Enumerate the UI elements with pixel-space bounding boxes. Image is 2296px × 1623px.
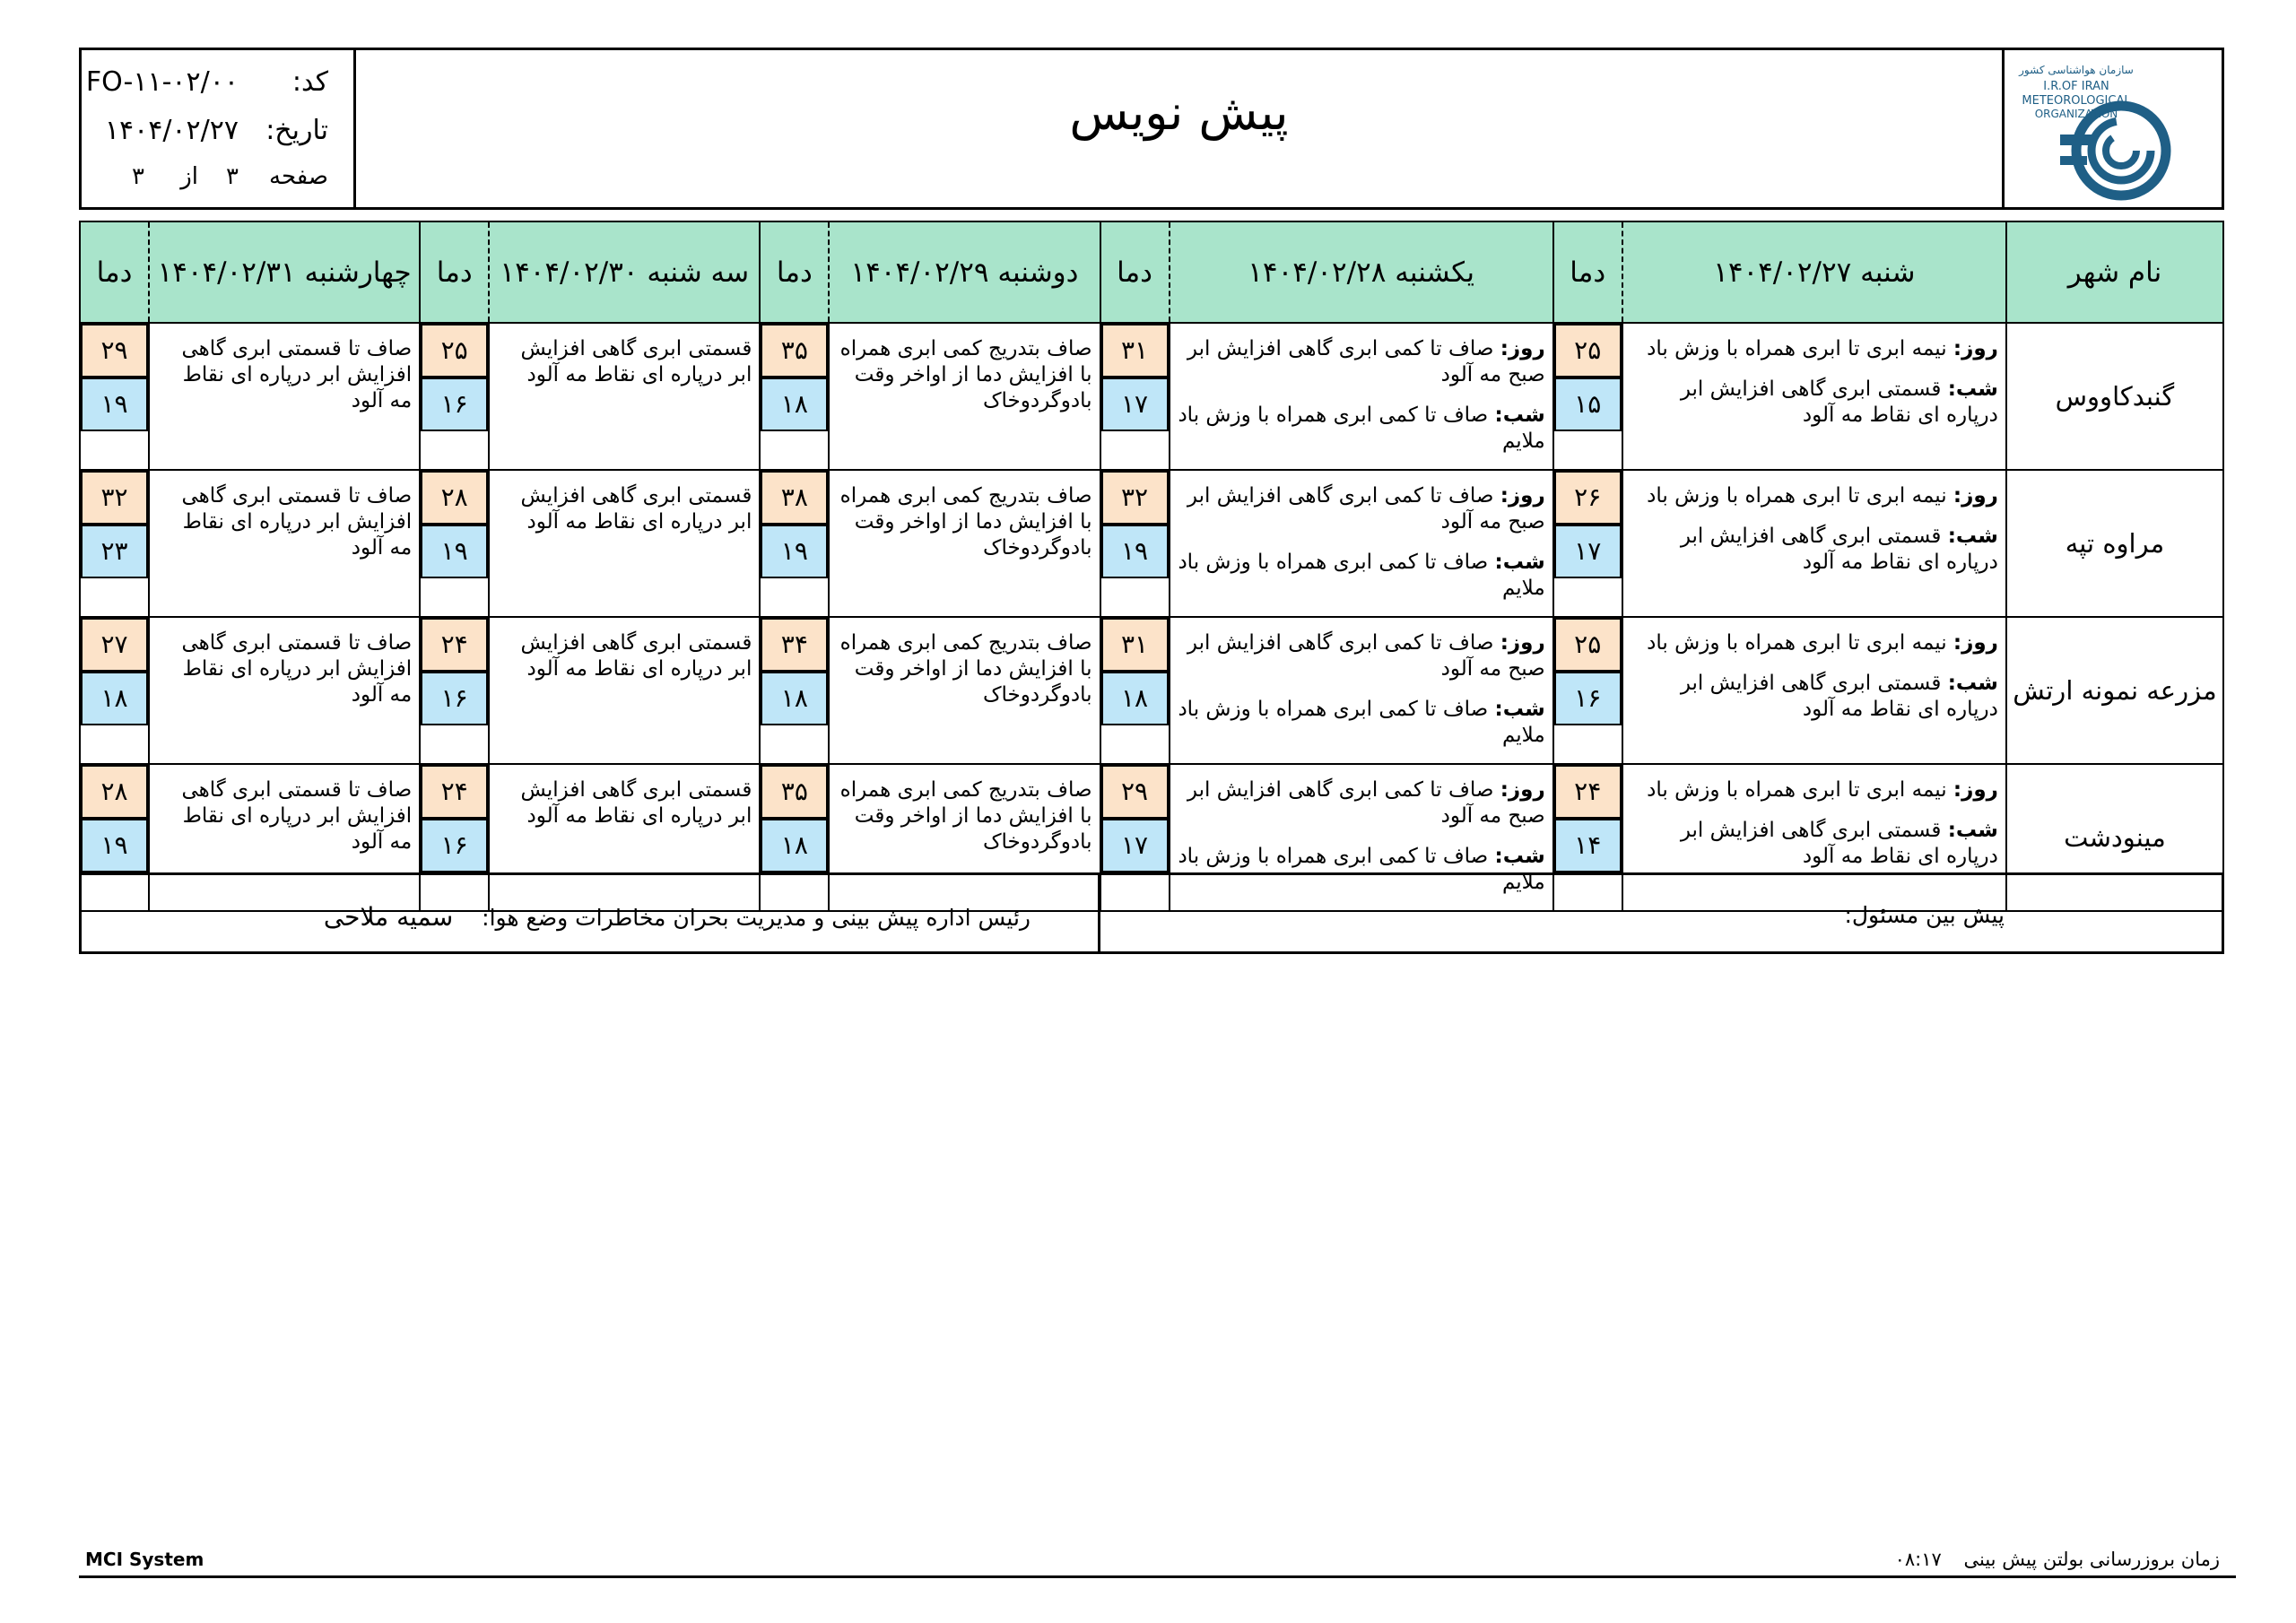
day-column-header: چهارشنبه ۱۴۰۴/۰۲/۳۱ xyxy=(149,221,420,323)
forecast-description: صاف تا قسمتی ابری گاهی افزایش ابر درپاره ای نقاط مه آلود xyxy=(149,764,420,911)
meteorological-logo-icon xyxy=(2005,50,2216,204)
day-text: صاف تا کمی ابری گاهی افزایش ابر صبح مه آلود xyxy=(1187,337,1545,386)
day-label: روز: xyxy=(1500,631,1545,655)
footer-rule xyxy=(79,1575,2236,1578)
day-label: روز: xyxy=(1952,484,1998,508)
forecast-description: صاف تا قسمتی ابری گاهی افزایش ابر درپاره ای نقاط مه آلود xyxy=(149,470,420,617)
max-temp: ۲۴ xyxy=(1554,765,1622,819)
page-total: ۳ xyxy=(132,163,144,190)
min-temp: ۱۶ xyxy=(421,672,488,725)
max-temp: ۳۵ xyxy=(761,324,828,378)
max-temp: ۲۵ xyxy=(421,324,488,378)
night-text: صاف تا کمی ابری همراه با وزش باد ملایم xyxy=(1178,698,1545,747)
day-text: نیمه ابری تا ابری همراه با وزش باد xyxy=(1647,337,1947,360)
forecast-description: صاف بتدریج کمی ابری همراه با افزایش دما از اواخر وقت بادوگردوخاک xyxy=(829,323,1100,470)
spacer xyxy=(1176,388,1545,403)
min-temp: ۱۹ xyxy=(761,525,828,578)
min-temp: ۱۵ xyxy=(1554,378,1622,431)
temperature-cell xyxy=(80,323,149,470)
forecaster-label: پیش بین مسئول: xyxy=(1844,902,2005,928)
city-name: مزرعه نمونه ارتش xyxy=(2006,617,2223,764)
night-text: قسمتی ابری گاهی افزایش ابر درپاره ای نقاط مه آلود xyxy=(1680,525,1998,574)
day-forecast xyxy=(1176,777,1545,829)
page-of: از xyxy=(180,163,198,190)
table-row xyxy=(80,617,2223,764)
day-text: نیمه ابری تا ابری همراه با وزش باد xyxy=(1647,631,1947,655)
day-forecast xyxy=(1176,483,1545,535)
night-forecast xyxy=(1176,697,1545,749)
night-label: شب: xyxy=(1947,378,1998,401)
max-temp: ۲۹ xyxy=(81,324,148,378)
page-label: صفحه xyxy=(269,163,328,190)
code-label: کد: xyxy=(291,66,328,98)
temperature-cell xyxy=(1100,323,1170,470)
max-temp: ۳۸ xyxy=(761,471,828,525)
forecast-description: قسمتی ابری گاهی افزایش ابر درپاره ای نقاط مه آلود xyxy=(489,323,760,470)
forecast-description xyxy=(1170,323,1553,470)
max-temp: ۲۴ xyxy=(421,765,488,819)
department-head-name: سمیه ملاحی xyxy=(323,902,454,932)
night-text: قسمتی ابری گاهی افزایش ابر درپاره ای نقاط مه آلود xyxy=(1680,819,1998,868)
signature-divider xyxy=(1098,875,1100,951)
spacer xyxy=(1176,682,1545,697)
night-forecast xyxy=(1629,671,1998,723)
max-temp: ۳۱ xyxy=(1101,618,1169,672)
temp-column-header: دما xyxy=(80,221,149,323)
night-text: صاف تا کمی ابری همراه با وزش باد ملایم xyxy=(1178,845,1545,894)
min-temp: ۱۹ xyxy=(1101,525,1169,578)
max-temp: ۲۹ xyxy=(1101,765,1169,819)
night-label: شب: xyxy=(1947,819,1998,842)
min-temp: ۲۳ xyxy=(81,525,148,578)
day-column-header: شنبه ۱۴۰۴/۰۲/۲۷ xyxy=(1622,221,2006,323)
forecast-description: صاف تا قسمتی ابری گاهی افزایش ابر درپاره ای نقاط مه آلود xyxy=(149,617,420,764)
max-temp: ۲۶ xyxy=(1554,471,1622,525)
night-label: شب: xyxy=(1494,698,1545,721)
day-label: روز: xyxy=(1500,337,1545,360)
department-head-label: رئیس اداره پیش بینی و مدیریت بحران مخاطرات وضع هوا: xyxy=(482,905,1031,931)
temperature-cell xyxy=(760,617,829,764)
forecast-table xyxy=(79,221,2224,912)
day-column-header: سه شنبه ۱۴۰۴/۰۲/۳۰ xyxy=(489,221,760,323)
min-temp: ۱۶ xyxy=(1554,672,1622,725)
max-temp: ۳۲ xyxy=(81,471,148,525)
forecast-description: صاف بتدریج کمی ابری همراه با افزایش دما از اواخر وقت بادوگردوخاک xyxy=(829,764,1100,911)
day-label: روز: xyxy=(1952,778,1998,802)
day-text: صاف تا کمی ابری گاهی افزایش ابر صبح مه آلود xyxy=(1187,484,1545,534)
min-temp: ۱۸ xyxy=(1101,672,1169,725)
system-name: MCI System xyxy=(85,1549,204,1570)
department-head xyxy=(324,902,1031,932)
day-text: صاف تا کمی ابری گاهی افزایش ابر صبح مه آلود xyxy=(1187,631,1545,681)
forecast-description xyxy=(1170,470,1553,617)
min-temp: ۱۴ xyxy=(1554,819,1622,872)
min-temp: ۱۹ xyxy=(81,378,148,431)
night-text: صاف تا کمی ابری همراه با وزش باد ملایم xyxy=(1178,404,1545,453)
forecast-description: قسمتی ابری گاهی افزایش ابر درپاره ای نقاط مه آلود xyxy=(489,764,760,911)
temperature-cell xyxy=(1100,470,1170,617)
temp-column-header: دما xyxy=(1100,221,1170,323)
spacer xyxy=(1629,656,1998,671)
night-label: شب: xyxy=(1494,551,1545,574)
max-temp: ۲۴ xyxy=(421,618,488,672)
night-text: قسمتی ابری گاهی افزایش ابر درپاره ای نقاط مه آلود xyxy=(1680,672,1998,721)
logo-text-fa: سازمان هواشناسی کشور xyxy=(2019,64,2134,76)
min-temp: ۱۸ xyxy=(761,819,828,872)
day-forecast xyxy=(1176,630,1545,682)
temp-column-header: دما xyxy=(760,221,829,323)
min-temp: ۱۸ xyxy=(761,672,828,725)
night-forecast xyxy=(1176,403,1545,455)
day-label: روز: xyxy=(1952,631,1998,655)
update-time-value: ۰۸:۱۷ xyxy=(1894,1549,1942,1570)
night-label: شب: xyxy=(1494,404,1545,427)
max-temp: ۲۷ xyxy=(81,618,148,672)
day-forecast xyxy=(1176,336,1545,388)
forecast-description: صاف تا قسمتی ابری گاهی افزایش ابر درپاره ای نقاط مه آلود xyxy=(149,323,420,470)
night-forecast xyxy=(1629,377,1998,429)
min-temp: ۱۹ xyxy=(421,525,488,578)
table-row xyxy=(80,470,2223,617)
night-forecast xyxy=(1629,818,1998,870)
day-forecast xyxy=(1629,336,1998,362)
min-temp: ۱۷ xyxy=(1101,819,1169,872)
logo xyxy=(2002,50,2222,207)
logo-text-3: ORGANIZATION xyxy=(2034,108,2118,120)
forecast-description: صاف بتدریج کمی ابری همراه با افزایش دما از اواخر وقت بادوگردوخاک xyxy=(829,617,1100,764)
temperature-cell xyxy=(420,470,489,617)
night-forecast xyxy=(1629,524,1998,576)
night-forecast xyxy=(1176,550,1545,602)
temperature-cell xyxy=(1553,470,1622,617)
night-label: شب: xyxy=(1947,525,1998,548)
temperature-cell xyxy=(760,470,829,617)
max-temp: ۲۵ xyxy=(1554,324,1622,378)
logo-text-2: METEOROLOGICAL xyxy=(2022,94,2131,108)
city-name: مراوه تپه xyxy=(2006,470,2223,617)
day-label: روز: xyxy=(1952,337,1998,360)
spacer xyxy=(1176,829,1545,844)
forecast-description: قسمتی ابری گاهی افزایش ابر درپاره ای نقاط مه آلود xyxy=(489,617,760,764)
city-name: گنبدکاووس xyxy=(2006,323,2223,470)
day-forecast xyxy=(1629,483,1998,509)
forecast-description: قسمتی ابری گاهی افزایش ابر درپاره ای نقاط مه آلود xyxy=(489,470,760,617)
max-temp: ۳۵ xyxy=(761,765,828,819)
forecast-description xyxy=(1622,617,2006,764)
max-temp: ۲۵ xyxy=(1554,618,1622,672)
spacer xyxy=(1176,535,1545,550)
day-label: روز: xyxy=(1500,778,1545,802)
min-temp: ۱۸ xyxy=(761,378,828,431)
date-label: تاریخ: xyxy=(265,115,328,146)
night-label: شب: xyxy=(1947,672,1998,695)
min-temp: ۱۷ xyxy=(1554,525,1622,578)
temperature-cell xyxy=(80,617,149,764)
document-meta xyxy=(82,50,356,207)
page-title: پیش نویس xyxy=(1069,84,1289,141)
page-number: ۳ xyxy=(226,163,239,190)
night-text: صاف تا کمی ابری همراه با وزش باد ملایم xyxy=(1178,551,1545,600)
city-column-header: نام شهر xyxy=(2006,221,2223,323)
temperature-cell xyxy=(1553,323,1622,470)
table-header-row xyxy=(80,221,2223,323)
temperature-cell xyxy=(760,323,829,470)
forecast-description xyxy=(1170,617,1553,764)
max-temp: ۲۸ xyxy=(81,765,148,819)
night-text: قسمتی ابری گاهی افزایش ابر درپاره ای نقاط مه آلود xyxy=(1680,378,1998,427)
forecast-description: صاف بتدریج کمی ابری همراه با افزایش دما از اواخر وقت بادوگردوخاک xyxy=(829,470,1100,617)
code-value: FO-۱۱-۰۲/۰۰ xyxy=(85,66,239,98)
day-forecast xyxy=(1629,630,1998,656)
day-column-header: یکشنبه ۱۴۰۴/۰۲/۲۸ xyxy=(1170,221,1553,323)
day-column-header: دوشنبه ۱۴۰۴/۰۲/۲۹ xyxy=(829,221,1100,323)
max-temp: ۳۱ xyxy=(1101,324,1169,378)
max-temp: ۲۸ xyxy=(421,471,488,525)
day-text: صاف تا کمی ابری گاهی افزایش ابر صبح مه آلود xyxy=(1187,778,1545,828)
max-temp: ۳۴ xyxy=(761,618,828,672)
temperature-cell xyxy=(1100,617,1170,764)
min-temp: ۱۶ xyxy=(421,819,488,872)
max-temp: ۳۲ xyxy=(1101,471,1169,525)
min-temp: ۱۹ xyxy=(81,819,148,872)
night-label: شب: xyxy=(1494,845,1545,868)
temp-column-header: دما xyxy=(420,221,489,323)
min-temp: ۱۷ xyxy=(1101,378,1169,431)
update-time xyxy=(1895,1549,2236,1570)
day-text: نیمه ابری تا ابری همراه با وزش باد xyxy=(1647,484,1947,508)
temperature-cell xyxy=(420,323,489,470)
temp-column-header: دما xyxy=(1553,221,1622,323)
min-temp: ۱۸ xyxy=(81,672,148,725)
signature-box xyxy=(79,872,2224,954)
spacer xyxy=(1629,362,1998,377)
day-text: نیمه ابری تا ابری همراه با وزش باد xyxy=(1647,778,1947,802)
day-label: روز: xyxy=(1500,484,1545,508)
date-value: ۱۴۰۴/۰۲/۲۷ xyxy=(104,115,239,146)
temperature-cell xyxy=(420,617,489,764)
temperature-cell xyxy=(1553,617,1622,764)
day-forecast xyxy=(1629,777,1998,803)
spacer xyxy=(1629,509,1998,524)
min-temp: ۱۶ xyxy=(421,378,488,431)
spacer xyxy=(1629,803,1998,818)
forecast-description xyxy=(1622,323,2006,470)
logo-text-1: I.R.OF IRAN xyxy=(2043,80,2109,93)
city-name: مینودشت xyxy=(2006,764,2223,911)
table-row xyxy=(80,323,2223,470)
document-header xyxy=(79,48,2224,210)
forecast-description xyxy=(1622,470,2006,617)
temperature-cell xyxy=(80,470,149,617)
update-label: زمان بروزرسانی بولتن پیش بینی xyxy=(1963,1549,2220,1570)
